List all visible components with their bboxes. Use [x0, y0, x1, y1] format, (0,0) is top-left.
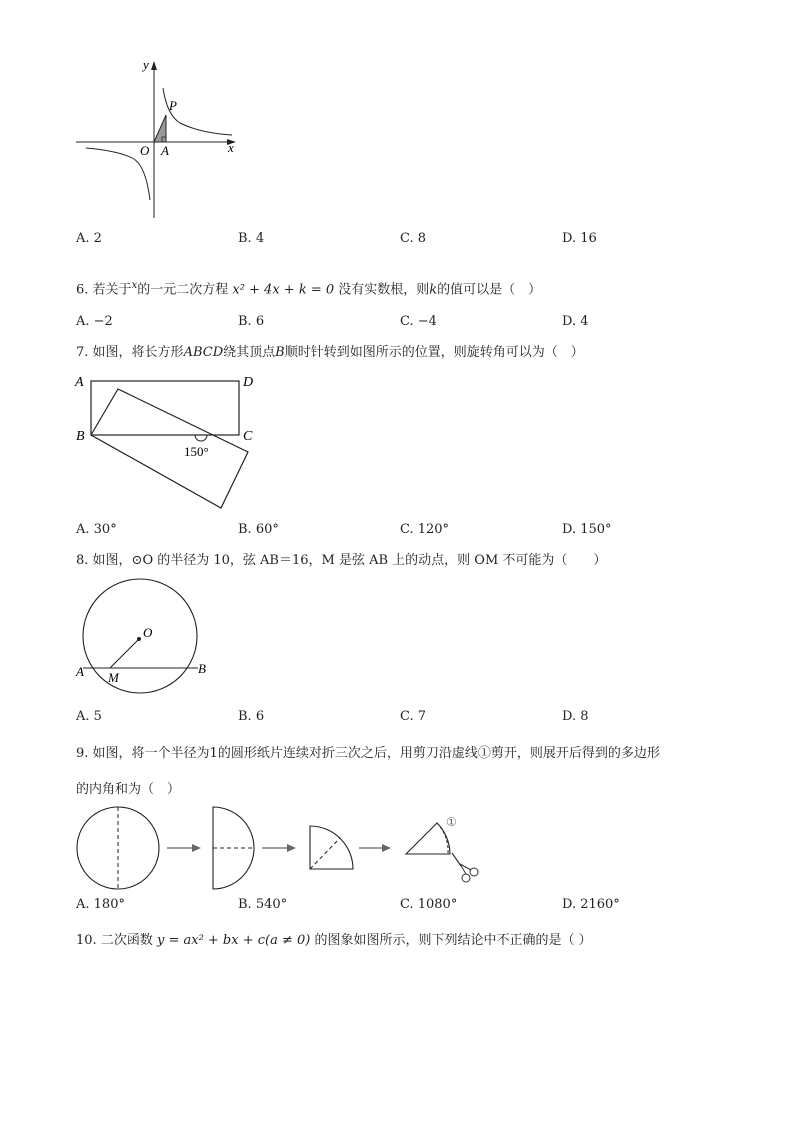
- q8-stem: [76, 552, 606, 570]
- q6-option-a: A. −2: [76, 314, 113, 329]
- q5-option-d: D. 16: [562, 231, 597, 246]
- q6-var-x: x: [131, 280, 138, 291]
- q10-number: 10.: [76, 933, 97, 948]
- q8-option-c: C. 7: [400, 709, 427, 724]
- q7-vertex: B: [275, 345, 285, 360]
- q7-option-c: C. 120°: [400, 522, 450, 537]
- q7-number: 7.: [76, 345, 89, 360]
- q7-label-b: B: [76, 429, 85, 444]
- q6-var-k: k: [429, 282, 438, 298]
- q8-label-m: M: [108, 670, 119, 685]
- y-axis-label: y: [143, 57, 149, 72]
- q10-text-pre: 二次函数: [100, 933, 153, 948]
- q8-number: 8.: [76, 553, 89, 568]
- q8-label-b: B: [198, 661, 206, 676]
- q8-option-a: A. 5: [76, 709, 102, 724]
- q9-option-d: D. 2160°: [562, 897, 620, 912]
- q7-option-b: B. 60°: [238, 522, 279, 537]
- q7-text-pre: 如图，将长方形: [92, 345, 184, 360]
- q6-option-b: B. 6: [238, 314, 265, 329]
- q9-number: 9.: [76, 746, 89, 761]
- q6-text-post: 没有实数根，则: [338, 282, 430, 298]
- q6-option-d: D. 4: [562, 314, 589, 329]
- q8-text: 如图，⊙O 的半径为 10，弦 AB＝16，M 是弦 AB 上的动点，则 OM 不可能为（ ）: [92, 553, 607, 568]
- point-p-label: P: [169, 98, 177, 113]
- x-axis-label: x: [228, 140, 234, 155]
- q9-cut-mark: ①: [446, 815, 457, 829]
- q8-circle-figure: [70, 578, 220, 700]
- q6-text-end: 的值可以是（ ）: [437, 282, 542, 298]
- q6-equation: x² + 4x + k = 0: [232, 282, 335, 298]
- q5-option-c: C. 8: [400, 231, 427, 246]
- q7-label-c: C: [243, 429, 253, 444]
- q8-option-d: D. 8: [562, 709, 589, 724]
- q8-label-a: A: [76, 664, 84, 679]
- q10-formula: y = ax² + bx + c(a ≠ 0): [156, 933, 311, 948]
- q7-stem: [76, 344, 584, 362]
- q5-option-a: A. 2: [76, 231, 102, 246]
- q9-stem-line1: [76, 745, 660, 763]
- q8-label-o: O: [143, 625, 153, 640]
- origin-label: O: [140, 143, 150, 158]
- q9-option-a: A. 180°: [76, 897, 125, 912]
- q7-rect-name: ABCD: [183, 345, 224, 360]
- q8-option-b: B. 6: [238, 709, 265, 724]
- q7-text-mid: 绕其顶点: [223, 345, 276, 360]
- q10-stem: [76, 932, 592, 950]
- q7-text-post: 顺时针转到如图所示的位置，则旋转角可以为（ ）: [284, 345, 584, 360]
- point-a-label: A: [161, 143, 169, 158]
- q7-rotation-figure: [70, 368, 270, 518]
- q5-option-b: B. 4: [238, 231, 265, 246]
- q7-label-d: D: [243, 375, 254, 390]
- q6-number: 6.: [76, 282, 89, 298]
- q9-line1: 如图，将一个半径为1的圆形纸片连续对折三次之后，用剪刀沿虚线①剪开，则展开后得到的多边形: [92, 746, 660, 761]
- q6-option-c: C. −4: [400, 314, 437, 329]
- q6-text-mid: 的一元二次方程: [137, 282, 229, 298]
- q7-option-a: A. 30°: [76, 522, 117, 537]
- q5-hyperbola-figure: [70, 55, 250, 225]
- q9-folding-figure: [70, 806, 490, 892]
- q6-text-pre: 若关于: [92, 282, 132, 298]
- q9-option-b: B. 540°: [238, 897, 288, 912]
- q9-stem-line2: 的内角和为（ ）: [76, 782, 181, 797]
- q7-label-a: A: [75, 375, 84, 390]
- q10-text-post: 的图象如图所示，则下列结论中不正确的是（ ）: [314, 933, 592, 948]
- q7-angle-label: 150°: [184, 444, 209, 459]
- q9-option-c: C. 1080°: [400, 897, 458, 912]
- q7-option-d: D. 150°: [562, 522, 612, 537]
- q6-stem: [76, 277, 541, 299]
